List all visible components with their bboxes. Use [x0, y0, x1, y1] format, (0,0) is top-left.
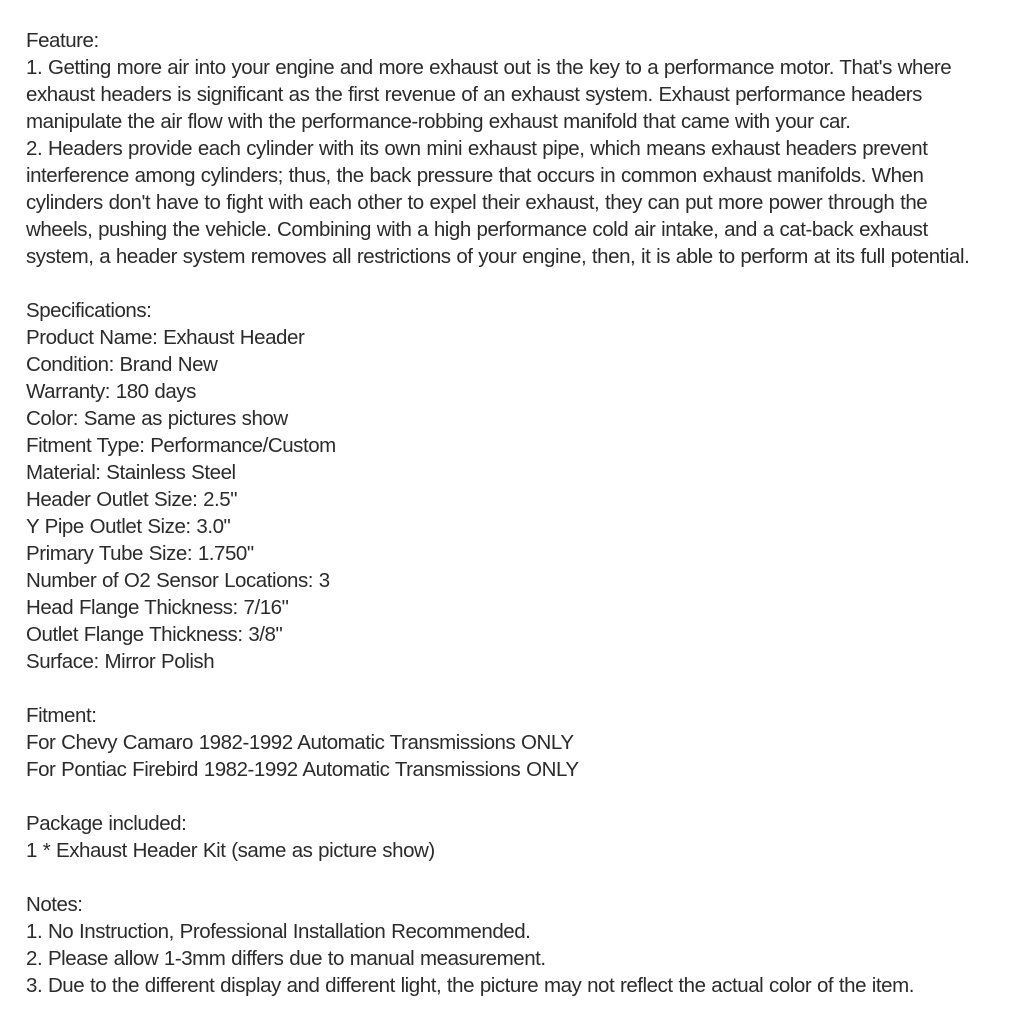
fitment-item: For Chevy Camaro 1982-1992 Automatic Transmissions ONLY [26, 731, 574, 754]
specifications-heading: Specifications: [26, 299, 152, 322]
spec-item: Warranty: 180 days [26, 380, 196, 403]
feature-p2-line: cylinders don't have to fight with each other to expel their exhaust, they can put more power through the [26, 191, 928, 214]
note-item: 3. Due to the different display and different light, the picture may not reflect the actual color of the item. [26, 974, 914, 997]
spec-item: Fitment Type: Performance/Custom [26, 434, 336, 457]
section-spacer [26, 783, 1016, 810]
note-item: 2. Please allow 1-3mm differs due to manual measurement. [26, 947, 546, 970]
feature-p2-line: 2. Headers provide each cylinder with its own mini exhaust pipe, which means exhaust headers prevent [26, 137, 928, 160]
section-spacer [26, 864, 1016, 891]
feature-heading: Feature: [26, 29, 99, 52]
section-spacer [26, 675, 1016, 702]
notes-heading: Notes: [26, 893, 83, 916]
notes-section [26, 891, 1016, 999]
spec-item: Header Outlet Size: 2.5" [26, 488, 238, 511]
package-section [26, 810, 1016, 864]
fitment-heading: Fitment: [26, 704, 97, 727]
spec-item: Color: Same as pictures show [26, 407, 288, 430]
feature-p2-line: interference among cylinders; thus, the back pressure that occurs in common exhaust manifolds. When [26, 164, 924, 187]
fitment-section [26, 702, 1016, 783]
note-item: 1. No Instruction, Professional Installation Recommended. [26, 920, 531, 943]
specifications-section [26, 297, 1016, 675]
fitment-item: For Pontiac Firebird 1982-1992 Automatic Transmissions ONLY [26, 758, 579, 781]
spec-item: Product Name: Exhaust Header [26, 326, 305, 349]
feature-p2-line: wheels, pushing the vehicle. Combining with a high performance cold air intake, and a cat-back exhaust [26, 218, 928, 241]
spec-item: Outlet Flange Thickness: 3/8" [26, 623, 283, 646]
feature-paragraph-2 [26, 135, 1016, 270]
feature-section [26, 27, 1016, 270]
package-heading: Package included: [26, 812, 187, 835]
spec-item: Head Flange Thickness: 7/16" [26, 596, 289, 619]
spec-item: Y Pipe Outlet Size: 3.0" [26, 515, 231, 538]
package-item: 1 * Exhaust Header Kit (same as picture show) [26, 839, 435, 862]
feature-p1-line: manipulate the air flow with the performance-robbing exhaust manifold that came with your car. [26, 110, 851, 133]
section-spacer [26, 270, 1016, 297]
spec-item: Surface: Mirror Polish [26, 650, 215, 673]
feature-paragraph-1 [26, 54, 1016, 135]
feature-p2-line: system, a header system removes all restrictions of your engine, then, it is able to perform at its full potential. [26, 245, 970, 268]
feature-p1-line: 1. Getting more air into your engine and more exhaust out is the key to a performance motor. That's where [26, 56, 952, 79]
spec-item: Number of O2 Sensor Locations: 3 [26, 569, 330, 592]
spec-item: Condition: Brand New [26, 353, 218, 376]
spec-item: Primary Tube Size: 1.750" [26, 542, 254, 565]
feature-p1-line: exhaust headers is significant as the first revenue of an exhaust system. Exhaust performance headers [26, 83, 922, 106]
product-description [26, 27, 1016, 999]
spec-item: Material: Stainless Steel [26, 461, 236, 484]
